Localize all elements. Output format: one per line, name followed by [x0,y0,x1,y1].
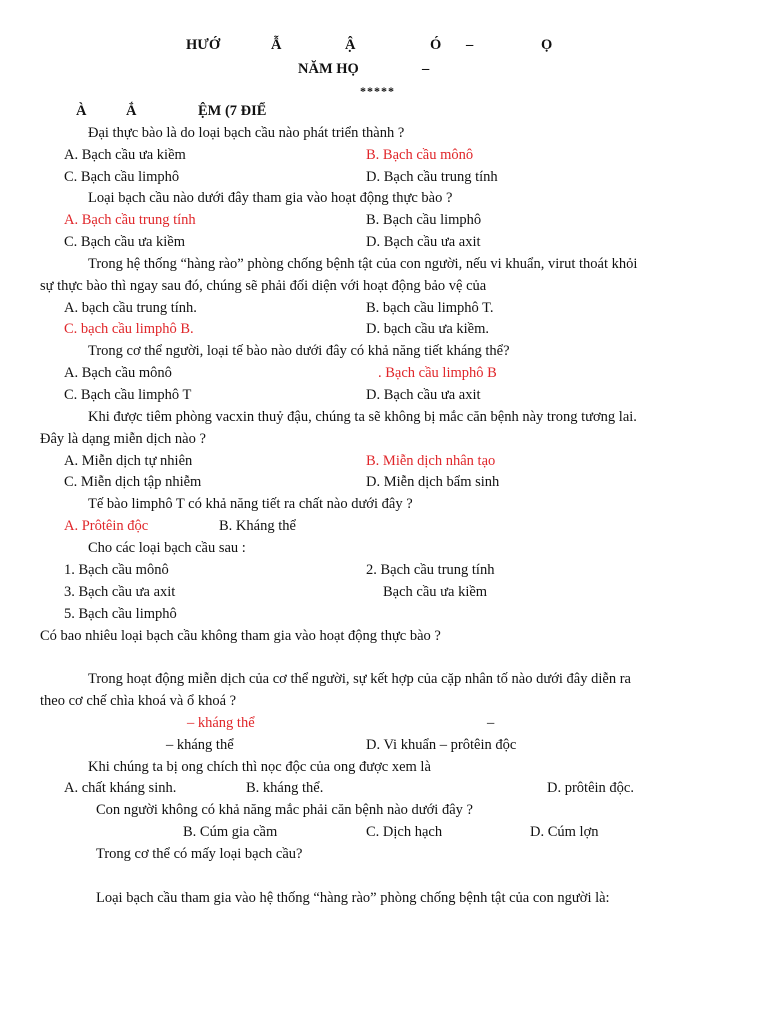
q9-option-d: D. prôtêin độc. [547,780,634,796]
q3-option-b: B. bạch cầu limphô T. [366,300,494,316]
q10-option-c: C. Dịch hạch [366,824,443,840]
q5-option-c: C. Miễn dịch tập nhiễm [64,474,202,490]
q3-option-a: A. bạch cầu trung tính. [64,300,197,316]
q6-text: Tế bào limphô T có khả năng tiết ra chất nào dưới đây ? [88,496,413,512]
title-part-1: HƯỚ [186,37,221,53]
section-part-2: Ắ [126,103,137,119]
q1-option-d: D. Bạch cầu trung tính [366,169,498,185]
q11-text: Trong cơ thể có mấy loại bạch cầu? [96,846,303,862]
q4-option-a: A. Bạch cầu mônô [64,365,172,381]
q2-option-c: C. Bạch cầu ưa kiềm [64,234,185,250]
q8-option-c: – kháng thể [166,737,234,753]
q7-item-4: Bạch cầu ưa kiềm [383,584,488,600]
q7-question: Có bao nhiêu loại bạch cầu không tham gia vào hoạt động thực bào ? [40,628,441,644]
title-part-4: Ó [430,37,442,53]
q5-option-a: A. Miễn dịch tự nhiên [64,453,193,469]
q5-text-line1: Khi được tiêm phòng vacxin thuỷ đậu, chúng ta sẽ không bị mắc căn bệnh này trong tương lai. [88,409,637,425]
q9-option-a: A. chất kháng sinh. [64,780,177,796]
q5-option-d: D. Miễn dịch bẩm sinh [366,474,500,490]
q6-option-a-answer: A. Prôtêin độc [64,518,149,534]
q8-option-b: – [487,715,495,731]
q10-option-d: D. Cúm lợn [530,824,599,840]
q3-text-line2: sự thực bào thì ngay sau đó, chúng sẽ phải đối diện với hoạt động bảo vệ của [40,278,487,294]
subtitle-part-1: NĂM HỌ [298,61,359,77]
q12-text: Loại bạch cầu tham gia vào hệ thống “hàng rào” phòng chống bệnh tật của con người là: [96,890,610,906]
subtitle-part-2: – [422,61,430,77]
q1-option-a: A. Bạch cầu ưa kiềm [64,147,186,163]
q8-text-line2: theo cơ chế chìa khoá và ổ khoá ? [40,693,237,709]
q4-option-b-answer: . Bạch cầu limphô B [378,365,497,381]
q9-option-b: B. kháng thể. [246,780,324,796]
q4-option-d: D. Bạch cầu ưa axit [366,387,481,403]
q3-text-line1: Trong hệ thống “hàng rào” phòng chống bệnh tật của con người, nếu vi khuẩn, virut thoát khỏi [88,256,638,272]
q2-option-d: D. Bạch cầu ưa axit [366,234,481,250]
q1-text: Đại thực bào là do loại bạch cầu nào phát triển thành ? [88,125,405,141]
section-part-1: À [76,103,87,119]
q3-option-c-answer: C. bạch cầu limphô B. [64,321,194,337]
q10-option-b: B. Cúm gia cầm [183,824,278,840]
q2-text: Loại bạch cầu nào dưới đây tham gia vào hoạt động thực bào ? [88,190,453,206]
q1-option-c: C. Bạch cầu limphô [64,169,180,185]
q7-item-3: 3. Bạch cầu ưa axit [64,584,176,600]
q8-option-d: D. Vi khuẩn – prôtêin độc [366,737,517,753]
q2-option-a-answer: A. Bạch cầu trung tính [64,212,196,228]
q4-text: Trong cơ thể người, loại tế bào nào dưới đây có khả năng tiết kháng thể? [88,343,510,359]
title-part-6: Ọ [541,37,553,53]
q2-option-b: B. Bạch cầu limphô [366,212,482,228]
q9-text: Khi chúng ta bị ong chích thì nọc độc của ong được xem là [88,759,431,775]
title-part-5: – [466,37,474,53]
q1-option-b-answer: B. Bạch cầu mônô [366,147,474,163]
q8-option-a-answer: – kháng thể [187,715,255,731]
stars-divider: ***** [360,84,395,98]
q7-item-1: 1. Bạch cầu mônô [64,562,169,578]
q7-item-2: 2. Bạch cầu trung tính [366,562,495,578]
q7-item-5: 5. Bạch cầu limphô [64,606,177,622]
q3-option-d: D. bạch cầu ưa kiềm. [366,321,490,337]
title-part-2: Ẫ [271,37,282,53]
q10-text: Con người không có khả năng mắc phải căn bệnh nào dưới đây ? [96,802,473,818]
q7-text: Cho các loại bạch cầu sau : [88,540,246,556]
q5-option-b-answer: B. Miễn dịch nhân tạo [366,453,496,469]
title-part-3: Ậ [345,37,356,53]
q8-text-line1: Trong hoạt động miễn dịch của cơ thể người, sự kết hợp của cặp nhân tố nào dưới đây diễn ra [88,671,631,687]
section-part-3: ỆM (7 ĐIỂ [198,103,267,119]
q6-option-b: B. Kháng thể [219,518,296,534]
q5-text-line2: Đây là dạng miễn dịch nào ? [40,431,206,447]
q4-option-c: C. Bạch cầu limphô T [64,387,192,403]
